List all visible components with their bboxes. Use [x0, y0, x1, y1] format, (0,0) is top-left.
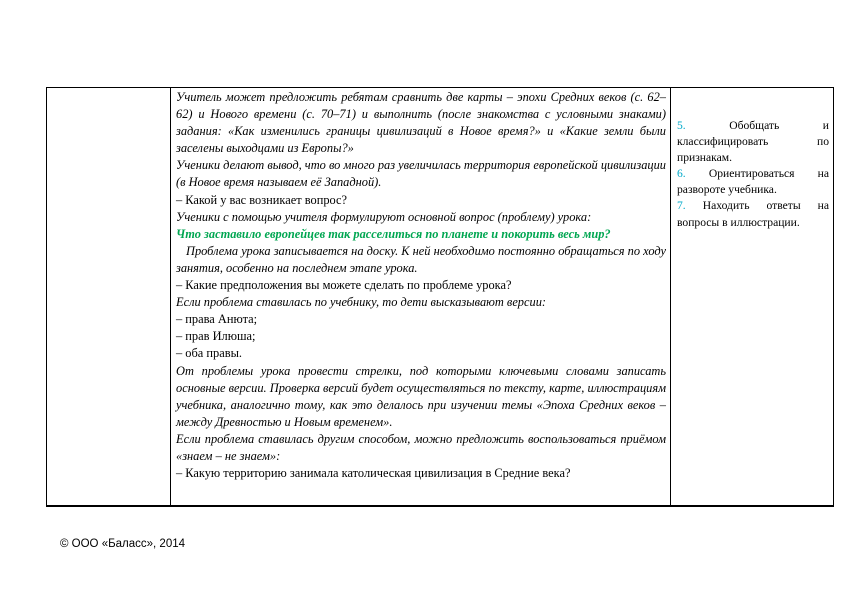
lesson-paragraph: – Какую территорию занимала католическая цивилизация в Средние века? [176, 466, 571, 481]
lesson-table [46, 87, 834, 507]
lesson-paragraph: Если проблема ставилась другим способом, можно предложить воспользоваться приёмом «знаем – не знаем»: [176, 431, 666, 463]
skill-item [677, 166, 829, 198]
lesson-paragraph: – Какие предположения вы можете сделать по проблеме урока? [176, 278, 512, 293]
lesson-paragraph: Ученики делают вывод, что во много раз увеличилась территория европейской цивилизации (в Новое время называем её Западной). [176, 158, 666, 190]
table-cell-skills [671, 88, 833, 505]
skill-number: 6. [677, 167, 686, 181]
lesson-paragraph: Учитель может предложить ребятам сравнить две карты – эпохи Средних веков (с. 62–62) и Нового времени (с. 70–71) и выполнить (после знакомства с условными знаками) задания: «Как изменились границы цивилизаций в Новое время?» и «Какие земли были заселены выходцами из Европы?» [176, 90, 666, 156]
skill-text: Обобщать и классифицировать по признакам. [677, 119, 829, 165]
lesson-paragraph: – Какой у вас возникает вопрос? [176, 192, 348, 207]
skill-number: 5. [677, 119, 686, 132]
table-cell-left [47, 88, 171, 505]
copyright-footer: © ООО «Баласс», 2014 [60, 538, 186, 550]
lesson-paragraph: Если проблема ставилась по учебнику, то дети высказывают версии: [176, 295, 547, 310]
skill-text: Ориентироваться на развороте учебника. [677, 167, 829, 197]
lesson-paragraph: – прав Илюша; [176, 329, 256, 344]
lesson-paragraph: Что заставило европейцев так расселиться по планете и покорить весь мир? [176, 226, 611, 241]
skill-item [677, 198, 829, 230]
skill-item [677, 118, 829, 166]
skill-text: Находить ответы на вопросы в иллюстрации. [677, 199, 829, 229]
lesson-paragraph: – права Анюта; [176, 312, 258, 327]
lesson-paragraph: Проблема урока записывается на доску. К ней необходимо постоянно обращаться по ходу занятия, особенно на последнем этапе урока. [176, 243, 666, 275]
table-cell-teacher-activity [171, 88, 671, 505]
skill-number: 7. [677, 199, 686, 213]
lesson-paragraph: От проблемы урока провести стрелки, под которыми ключевыми словами записать основные версии. Проверка версий будет осуществляться по тексту, карте, иллюстрациям учебника, аналогично тому, как это делалось при изучении темы «Эпоха Средних веков – между Древностью и Новым временем». [176, 363, 666, 429]
lesson-paragraph: – оба правы. [176, 346, 242, 361]
lesson-paragraph: Ученики с помощью учителя формулируют основной вопрос (проблему) урока: [176, 209, 592, 224]
